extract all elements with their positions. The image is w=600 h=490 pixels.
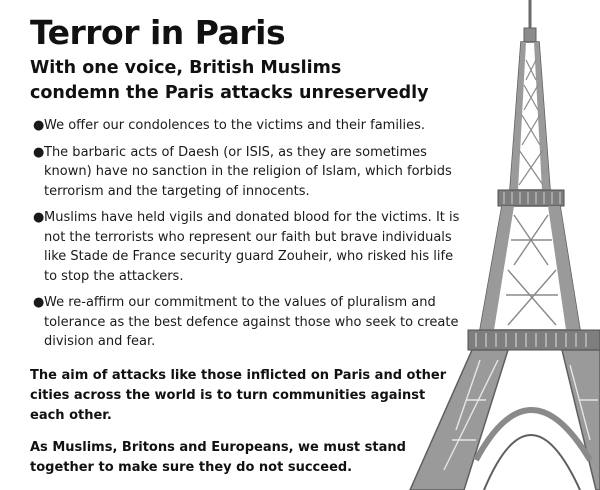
bullet-text: The barbaric acts of Daesh (or ISIS, as they are sometimes known) have no sanction in the religion of Islam, which forbids terrorism and the targeting of innocents. bbox=[44, 144, 452, 199]
bullet-item bbox=[30, 208, 470, 286]
bullet-item bbox=[30, 116, 470, 136]
subheadline-line-2: condemn the Paris attacks unreservedly bbox=[30, 83, 429, 103]
bullet-text: We re-affirm our commitment to the values of pluralism and tolerance as the best defence against those who seek to create division and fear. bbox=[44, 295, 459, 349]
bullet-list bbox=[30, 116, 470, 352]
subheadline-line-1: With one voice, British Muslims bbox=[30, 58, 342, 78]
bullet-text: Muslims have held vigils and donated blood for the victims. It is not the terrorists who represent our faith but brave individuals like Stade de France security guard Zouheir, who risked his life to stop the attackers. bbox=[44, 210, 460, 284]
bullet-icon: ● bbox=[33, 210, 45, 225]
headline: Terror in Paris bbox=[30, 13, 286, 52]
bullet-icon: ● bbox=[33, 118, 45, 133]
bullet-text: We offer our condolences to the victims and their families. bbox=[44, 118, 426, 133]
article bbox=[30, 14, 475, 478]
closing-call-to-action: As Muslims, Britons and Europeans, we must stand together to make sure they do not succeed. bbox=[30, 439, 406, 475]
bullet-icon: ● bbox=[33, 144, 45, 160]
bullet-icon: ● bbox=[33, 295, 45, 310]
subheadline bbox=[30, 56, 470, 106]
closing-statement: The aim of attacks like those inflicted on Paris and other cities across the world is to turn communities against each other. bbox=[30, 367, 447, 423]
bullet-item bbox=[30, 143, 470, 202]
bullet-item bbox=[30, 293, 470, 352]
